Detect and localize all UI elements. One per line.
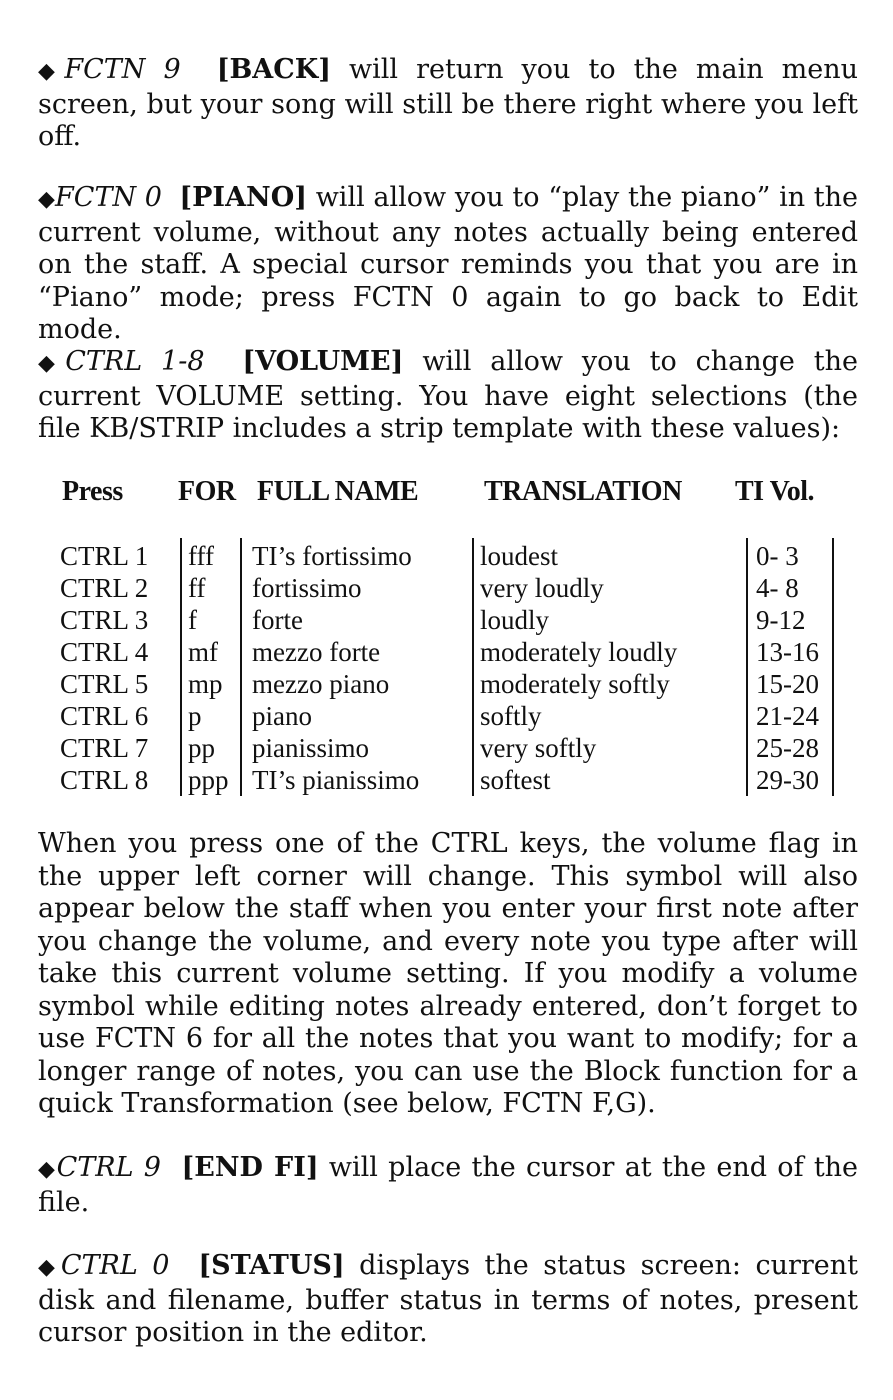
table-row <box>0 604 893 636</box>
paragraph-text: will return you to the main menu screen, but your song will still be there right where you left off. <box>38 54 858 152</box>
command-label: [STATUS] <box>198 1250 345 1281</box>
table-row <box>0 540 893 572</box>
diamond-bullet-icon: ◆ <box>38 351 66 376</box>
table-row <box>0 636 893 668</box>
fctn9-back-paragraph <box>38 54 858 154</box>
table-row <box>0 764 893 796</box>
cell-translation: loudly <box>480 605 550 635</box>
diamond-bullet-icon: ◆ <box>38 187 56 212</box>
cell-press: CTRL 4 <box>60 637 149 667</box>
command-label: [END FI] <box>181 1152 319 1183</box>
ctrl9-endfi-paragraph <box>38 1152 858 1219</box>
paragraph-text: will allow you to “play the piano” in the current volume, without any notes actually being entered on the staff. A special cursor reminds you that you are in “Piano” mode; press FCTN 0 again to go back to Edit mode. <box>38 182 859 345</box>
fctn0-piano-paragraph <box>38 182 858 347</box>
cell-press: CTRL 3 <box>60 605 149 635</box>
cell-for: fff <box>188 541 214 571</box>
cell-ti-vol: 29-30 <box>756 765 819 795</box>
cell-for: pp <box>188 733 215 763</box>
command-label: [PIANO] <box>179 182 307 213</box>
cell-translation: very loudly <box>480 573 604 603</box>
key-combo: FCTN 9 <box>64 54 181 85</box>
cell-full-name: TI’s fortissimo <box>252 541 412 571</box>
key-combo: CTRL 1-8 <box>65 346 205 377</box>
diamond-bullet-icon: ◆ <box>38 59 65 84</box>
cell-full-name: pianissimo <box>252 733 370 763</box>
cell-press: CTRL 5 <box>60 669 149 699</box>
table-header-translation: TRANSLATION <box>484 476 682 507</box>
cell-ti-vol: 4- 8 <box>756 573 799 603</box>
table-header-press: Press <box>62 476 123 507</box>
cell-ti-vol: 25-28 <box>756 733 819 763</box>
table-header-ti-vol: TI Vol. <box>735 476 814 507</box>
table-row <box>0 732 893 764</box>
cell-translation: softest <box>480 765 551 795</box>
command-label: [VOLUME] <box>242 346 404 377</box>
cell-translation: moderately loudly <box>480 637 678 667</box>
cell-for: p <box>188 701 202 731</box>
diamond-bullet-icon: ◆ <box>38 1255 61 1280</box>
paragraph-text: displays the status screen: current disk and filename, buffer status in terms of notes, present cursor position in the editor. <box>38 1250 858 1348</box>
cell-for: mp <box>188 669 223 699</box>
cell-press: CTRL 7 <box>60 733 149 763</box>
table-header-full-name: FULL NAME <box>257 476 419 507</box>
table-row <box>0 700 893 732</box>
key-combo: CTRL 9 <box>56 1152 161 1183</box>
cell-full-name: fortissimo <box>252 573 362 603</box>
key-combo: FCTN 0 <box>55 182 162 213</box>
diamond-bullet-icon: ◆ <box>38 1157 57 1182</box>
cell-for: f <box>188 605 197 635</box>
cell-press: CTRL 1 <box>60 541 149 571</box>
table-row <box>0 572 893 604</box>
cell-press: CTRL 2 <box>60 573 149 603</box>
cell-full-name: TI’s pianissimo <box>252 765 420 795</box>
cell-full-name: piano <box>252 701 312 731</box>
cell-ti-vol: 21-24 <box>756 701 819 731</box>
key-combo: CTRL 0 <box>60 1250 170 1281</box>
ctrl0-status-paragraph <box>38 1250 858 1350</box>
cell-translation: moderately softly <box>480 669 670 699</box>
cell-ti-vol: 13-16 <box>756 637 819 667</box>
cell-translation: softly <box>480 701 542 731</box>
cell-translation: loudest <box>480 541 558 571</box>
cell-press: CTRL 6 <box>60 701 149 731</box>
cell-for: ff <box>188 573 206 603</box>
cell-ti-vol: 15-20 <box>756 669 819 699</box>
paragraph-text: will place the cursor at the end of the file. <box>38 1152 859 1218</box>
table-row <box>0 668 893 700</box>
command-label: [BACK] <box>216 54 331 85</box>
paragraph-text: will allow you to change the current VOLUME setting. You have eight selections (the file KB/STRIP includes a strip template with these values): <box>38 346 859 444</box>
cell-full-name: mezzo forte <box>252 637 381 667</box>
cell-press: CTRL 8 <box>60 765 149 795</box>
cell-translation: very softly <box>480 733 597 763</box>
cell-full-name: mezzo piano <box>252 669 390 699</box>
cell-for: mf <box>188 637 218 667</box>
volume-explanation-paragraph: When you press one of the CTRL keys, the volume flag in the upper left corner will change. This symbol will also appear below the staff when you enter your first note after you change the volume, and every note you type after will take this current volume setting. If you modify a volume symbol while editing notes already entered, don’t forget to use FCTN 6 for all the notes that you want to modify; for a longer range of notes, you can use the Block function for a quick Transformation (see below, FCTN F,G). <box>38 828 858 1119</box>
cell-ti-vol: 0- 3 <box>756 541 799 571</box>
table-header-for: FOR <box>178 476 236 507</box>
cell-for: ppp <box>188 765 229 795</box>
cell-full-name: forte <box>252 605 303 635</box>
cell-ti-vol: 9-12 <box>756 605 806 635</box>
ctrl1-8-volume-paragraph <box>38 346 858 446</box>
